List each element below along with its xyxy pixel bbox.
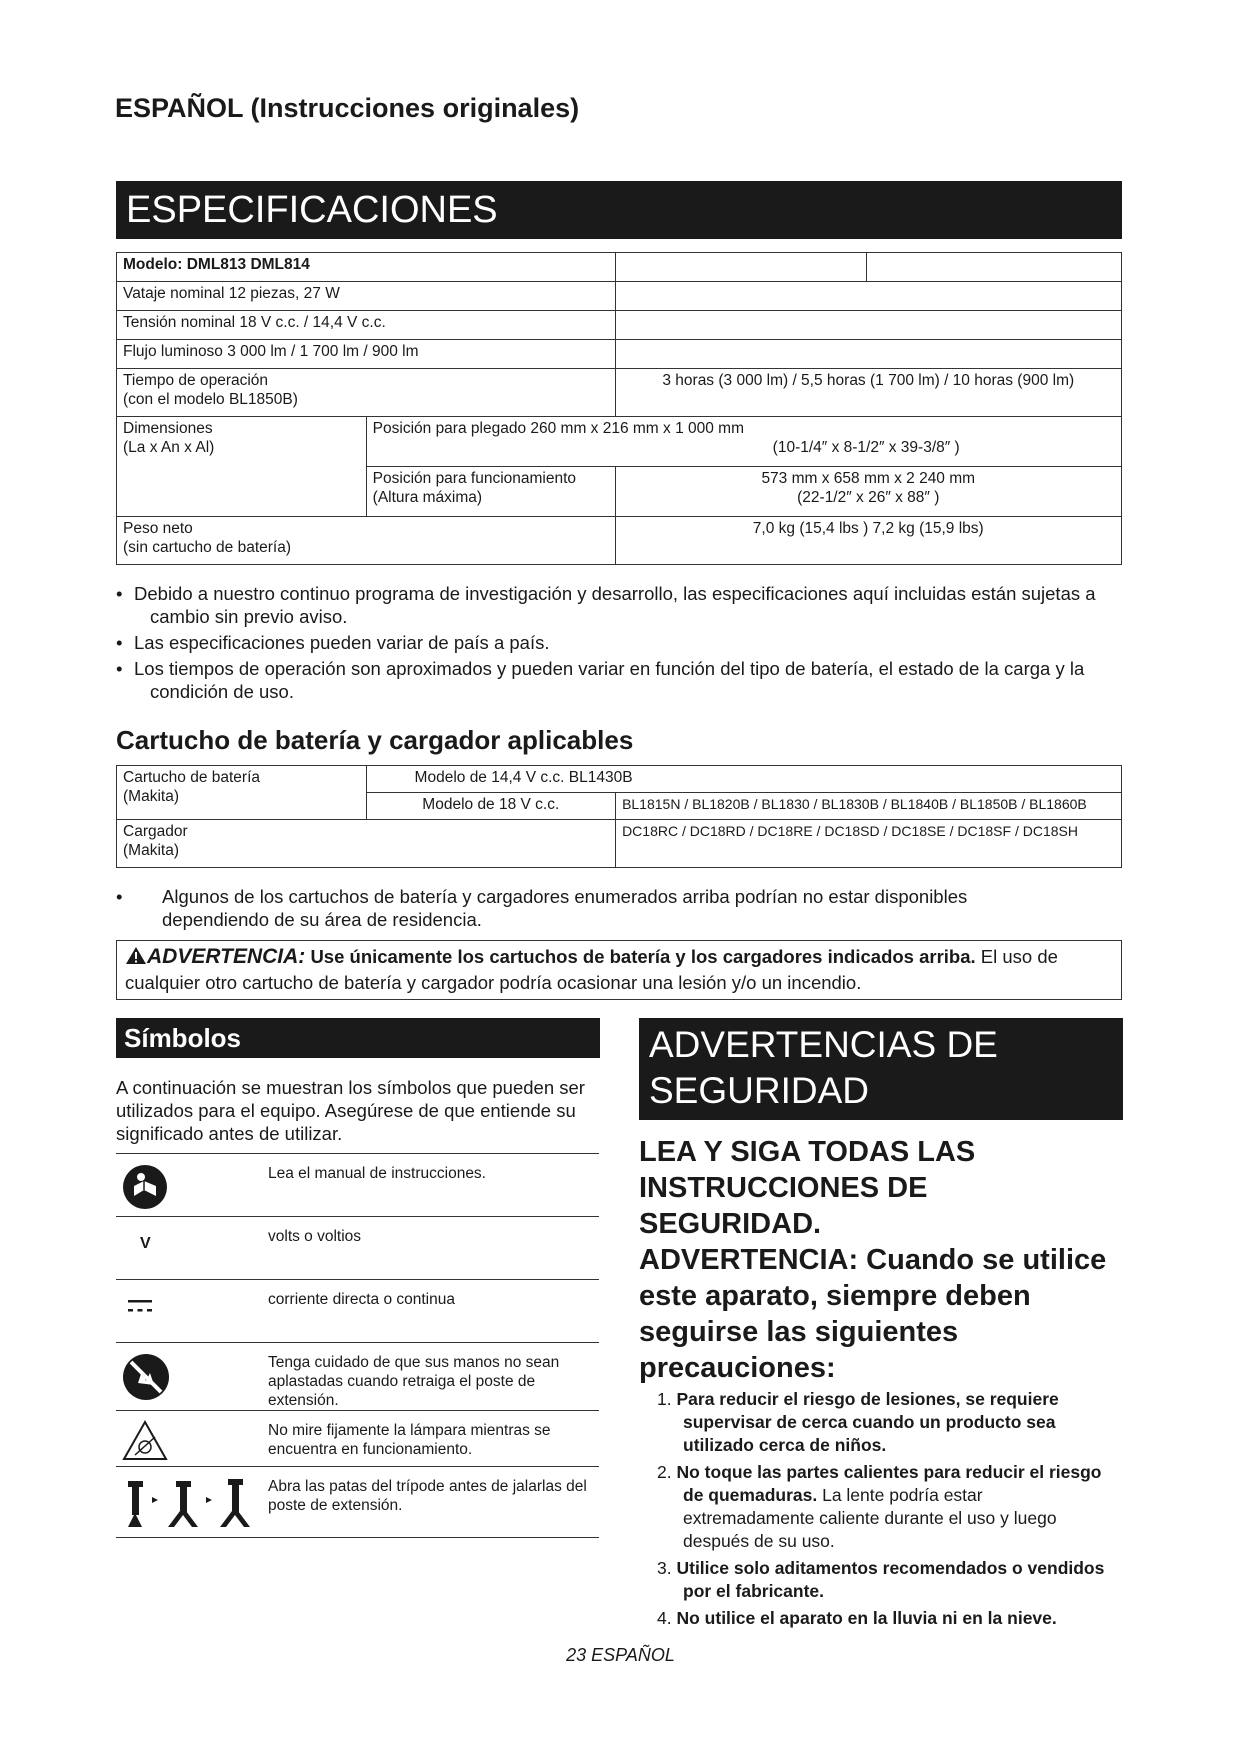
operation-position-line1: Posición para funcionamiento xyxy=(372,470,577,487)
list-item: 2. No toque las partes calientes para reducir el riesgo de quemaduras. La lente podría estar extremadamente caliente durante el uso y luego después de su uso. xyxy=(657,1462,1102,1551)
specifications-table xyxy=(116,252,1122,565)
battery-heading: Cartucho de batería y cargador aplicables xyxy=(116,725,634,755)
direct-current-icon xyxy=(120,1288,180,1338)
charger-label xyxy=(117,820,616,868)
safety-headings xyxy=(639,1134,1109,1386)
empty-cell xyxy=(615,282,1121,311)
symbol-text: volts o voltios xyxy=(268,1228,362,1245)
safety-list xyxy=(639,1388,1109,1634)
spec-notes xyxy=(116,582,1096,706)
voltage-row: Tensión nominal 18 V c.c. / 14,4 V c.c. xyxy=(117,311,616,340)
symbol-row xyxy=(116,1279,599,1343)
battery-note-text: Algunos de los cartuchos de batería y cargadores enumerados arriba podrían no estar disponibles dependiendo de su área de residencia. xyxy=(162,886,968,930)
operation-position-line2: (Altura máxima) xyxy=(372,489,483,506)
operation-position-in: (22-1/2″ x 26″ x 88″ ) xyxy=(797,489,940,506)
dimensions-label-line1: Dimensiones xyxy=(123,420,213,437)
flux-row: Flujo luminoso 3 000 lm / 1 700 lm / 900 lm xyxy=(117,340,616,369)
op-time-label-line2: (con el modelo BL1850B) xyxy=(123,391,298,408)
spec-note: • Los tiempos de operación son aproximados y pueden variar en función del tipo de batería, el estado de la carga y la condición de uso. xyxy=(116,658,1085,702)
dimensions-label-line2: (La x An x Al) xyxy=(123,439,215,456)
spec-note: • Las especificaciones pueden variar de país a país. xyxy=(116,632,550,653)
charger-label-line2: (Makita) xyxy=(123,842,179,859)
list-item: 3. Utilice solo aditamentos recomendados o vendidos por el fabricante. xyxy=(657,1558,1105,1601)
weight-value: 7,0 kg (15,4 lbs ) 7,2 kg (15,9 lbs) xyxy=(615,517,1121,565)
battery-label xyxy=(117,766,367,820)
model-18v-label: Modelo de 18 V c.c. xyxy=(366,793,616,820)
warning-box xyxy=(116,940,1122,1000)
page-language-title: ESPAÑOL (Instrucciones originales) xyxy=(115,93,580,123)
battery-table xyxy=(116,765,1122,868)
folded-inches: (10-1/4″ x 8-1/2″ x 39-3/8″ ) xyxy=(772,439,960,456)
model-14v-row: Modelo de 14,4 V c.c. BL1430B xyxy=(366,766,1121,793)
folded-text: Posición para plegado 260 mm x 216 mm x 1 000 mm xyxy=(372,420,744,437)
symbol-row xyxy=(116,1153,599,1217)
wattage-row: Vataje nominal 12 piezas, 27 W xyxy=(117,282,616,311)
model-label: Modelo: DML813 DML814 xyxy=(117,253,616,282)
model-18v-list: BL1815N / BL1820B / BL1830 / BL1830B / BL1840B / BL1850B / BL1860B xyxy=(616,793,1122,820)
safety-banner-line1: ADVERTENCIAS DE xyxy=(649,1024,998,1065)
hand-crush-icon xyxy=(120,1351,180,1401)
battery-label-line1: Cartucho de batería xyxy=(123,769,261,786)
charger-label-line1: Cargador xyxy=(123,823,188,840)
no-stare-lamp-icon xyxy=(120,1419,180,1469)
weight-label xyxy=(117,517,616,565)
symbol-row xyxy=(116,1466,599,1538)
page-footer: 23 ESPAÑOL xyxy=(566,1645,675,1665)
list-item: 4. No utilice el aparato en la lluvia ni en la nieve. xyxy=(657,1608,1057,1628)
symbol-text: Lea el manual de instrucciones. xyxy=(268,1165,486,1182)
operation-position-value xyxy=(615,467,1121,517)
battery-note: • Algunos de los cartuchos de batería y cargadores enumerados arriba podrían no estar disponibles dependiendo de su área de residencia. xyxy=(116,886,968,930)
symbol-row xyxy=(116,1410,599,1467)
operation-position-label xyxy=(366,467,615,517)
symbol-text: Abra las patas del trípode antes de jalarlas del poste de extensión. xyxy=(268,1478,587,1514)
weight-label-line2: (sin cartucho de batería) xyxy=(123,539,292,556)
op-time-label xyxy=(117,369,616,417)
warning-heading: ADVERTENCIA: Cuando se utilice este aparato, siempre deben seguirse las siguientes precauciones: xyxy=(639,1244,1107,1384)
empty-cell xyxy=(615,311,1121,340)
specifications-banner: ESPECIFICACIONES xyxy=(116,181,1122,239)
symbol-row xyxy=(116,1216,599,1280)
symbols-intro: A continuación se muestran los símbolos que pueden ser utilizados para el equipo. Asegúrese de que entiende su significado antes de utilizar. xyxy=(116,1077,585,1144)
safety-banner-line2: SEGURIDAD xyxy=(649,1070,869,1111)
empty-cell xyxy=(615,340,1121,369)
op-time-label-line1: Tiempo de operación xyxy=(123,372,269,389)
symbol-text: No mire fijamente la lámpara mientras se encuentra en funcionamiento. xyxy=(268,1422,551,1458)
symbol-text: Tenga cuidado de que sus manos no sean aplastadas cuando retraiga el poste de extensión. xyxy=(268,1354,560,1409)
read-follow-heading: LEA Y SIGA TODAS LAS INSTRUCCIONES DE SEGURIDAD. xyxy=(639,1136,976,1240)
warning-label: ADVERTENCIA: xyxy=(147,945,306,968)
symbol-text: corriente directa o continua xyxy=(268,1291,455,1308)
op-time-value: 3 horas (3 000 lm) / 5,5 horas (1 700 lm) / 10 horas (900 lm) xyxy=(615,369,1121,417)
warning-triangle-icon xyxy=(125,946,147,971)
empty-cell xyxy=(867,253,1122,282)
spec-note: • Debido a nuestro continuo programa de investigación y desarrollo, las especificaciones aquí incluidas están sujetas a cambio sin previo aviso. xyxy=(116,583,1096,627)
read-manual-icon xyxy=(120,1162,180,1212)
folded-position xyxy=(366,417,1121,467)
safety-warnings-banner xyxy=(639,1018,1123,1120)
charger-list: DC18RC / DC18RD / DC18RE / DC18SD / DC18SE / DC18SF / DC18SH xyxy=(616,820,1122,868)
symbol-row xyxy=(116,1342,599,1411)
battery-label-line2: (Makita) xyxy=(123,788,179,805)
warning-text: El uso de cualquier otro cartucho de batería y cargador podría ocasionar una lesión y/o un incendio. xyxy=(125,946,1058,993)
dimensions-label xyxy=(117,417,367,517)
warning-bold-text: Use únicamente los cartuchos de batería y los cargadores indicados arriba. xyxy=(310,946,976,967)
weight-label-line1: Peso neto xyxy=(123,520,193,537)
empty-cell xyxy=(615,253,867,282)
symbols-banner: Símbolos xyxy=(116,1018,600,1058)
operation-position-mm: 573 mm x 658 mm x 2 240 mm xyxy=(761,470,976,487)
tripod-legs-icon xyxy=(120,1475,260,1525)
volts-icon: V xyxy=(140,1235,151,1252)
list-item: 1. Para reducir el riesgo de lesiones, se requiere supervisar de cerca cuando un producto sea utilizado cerca de niños. xyxy=(657,1389,1059,1455)
